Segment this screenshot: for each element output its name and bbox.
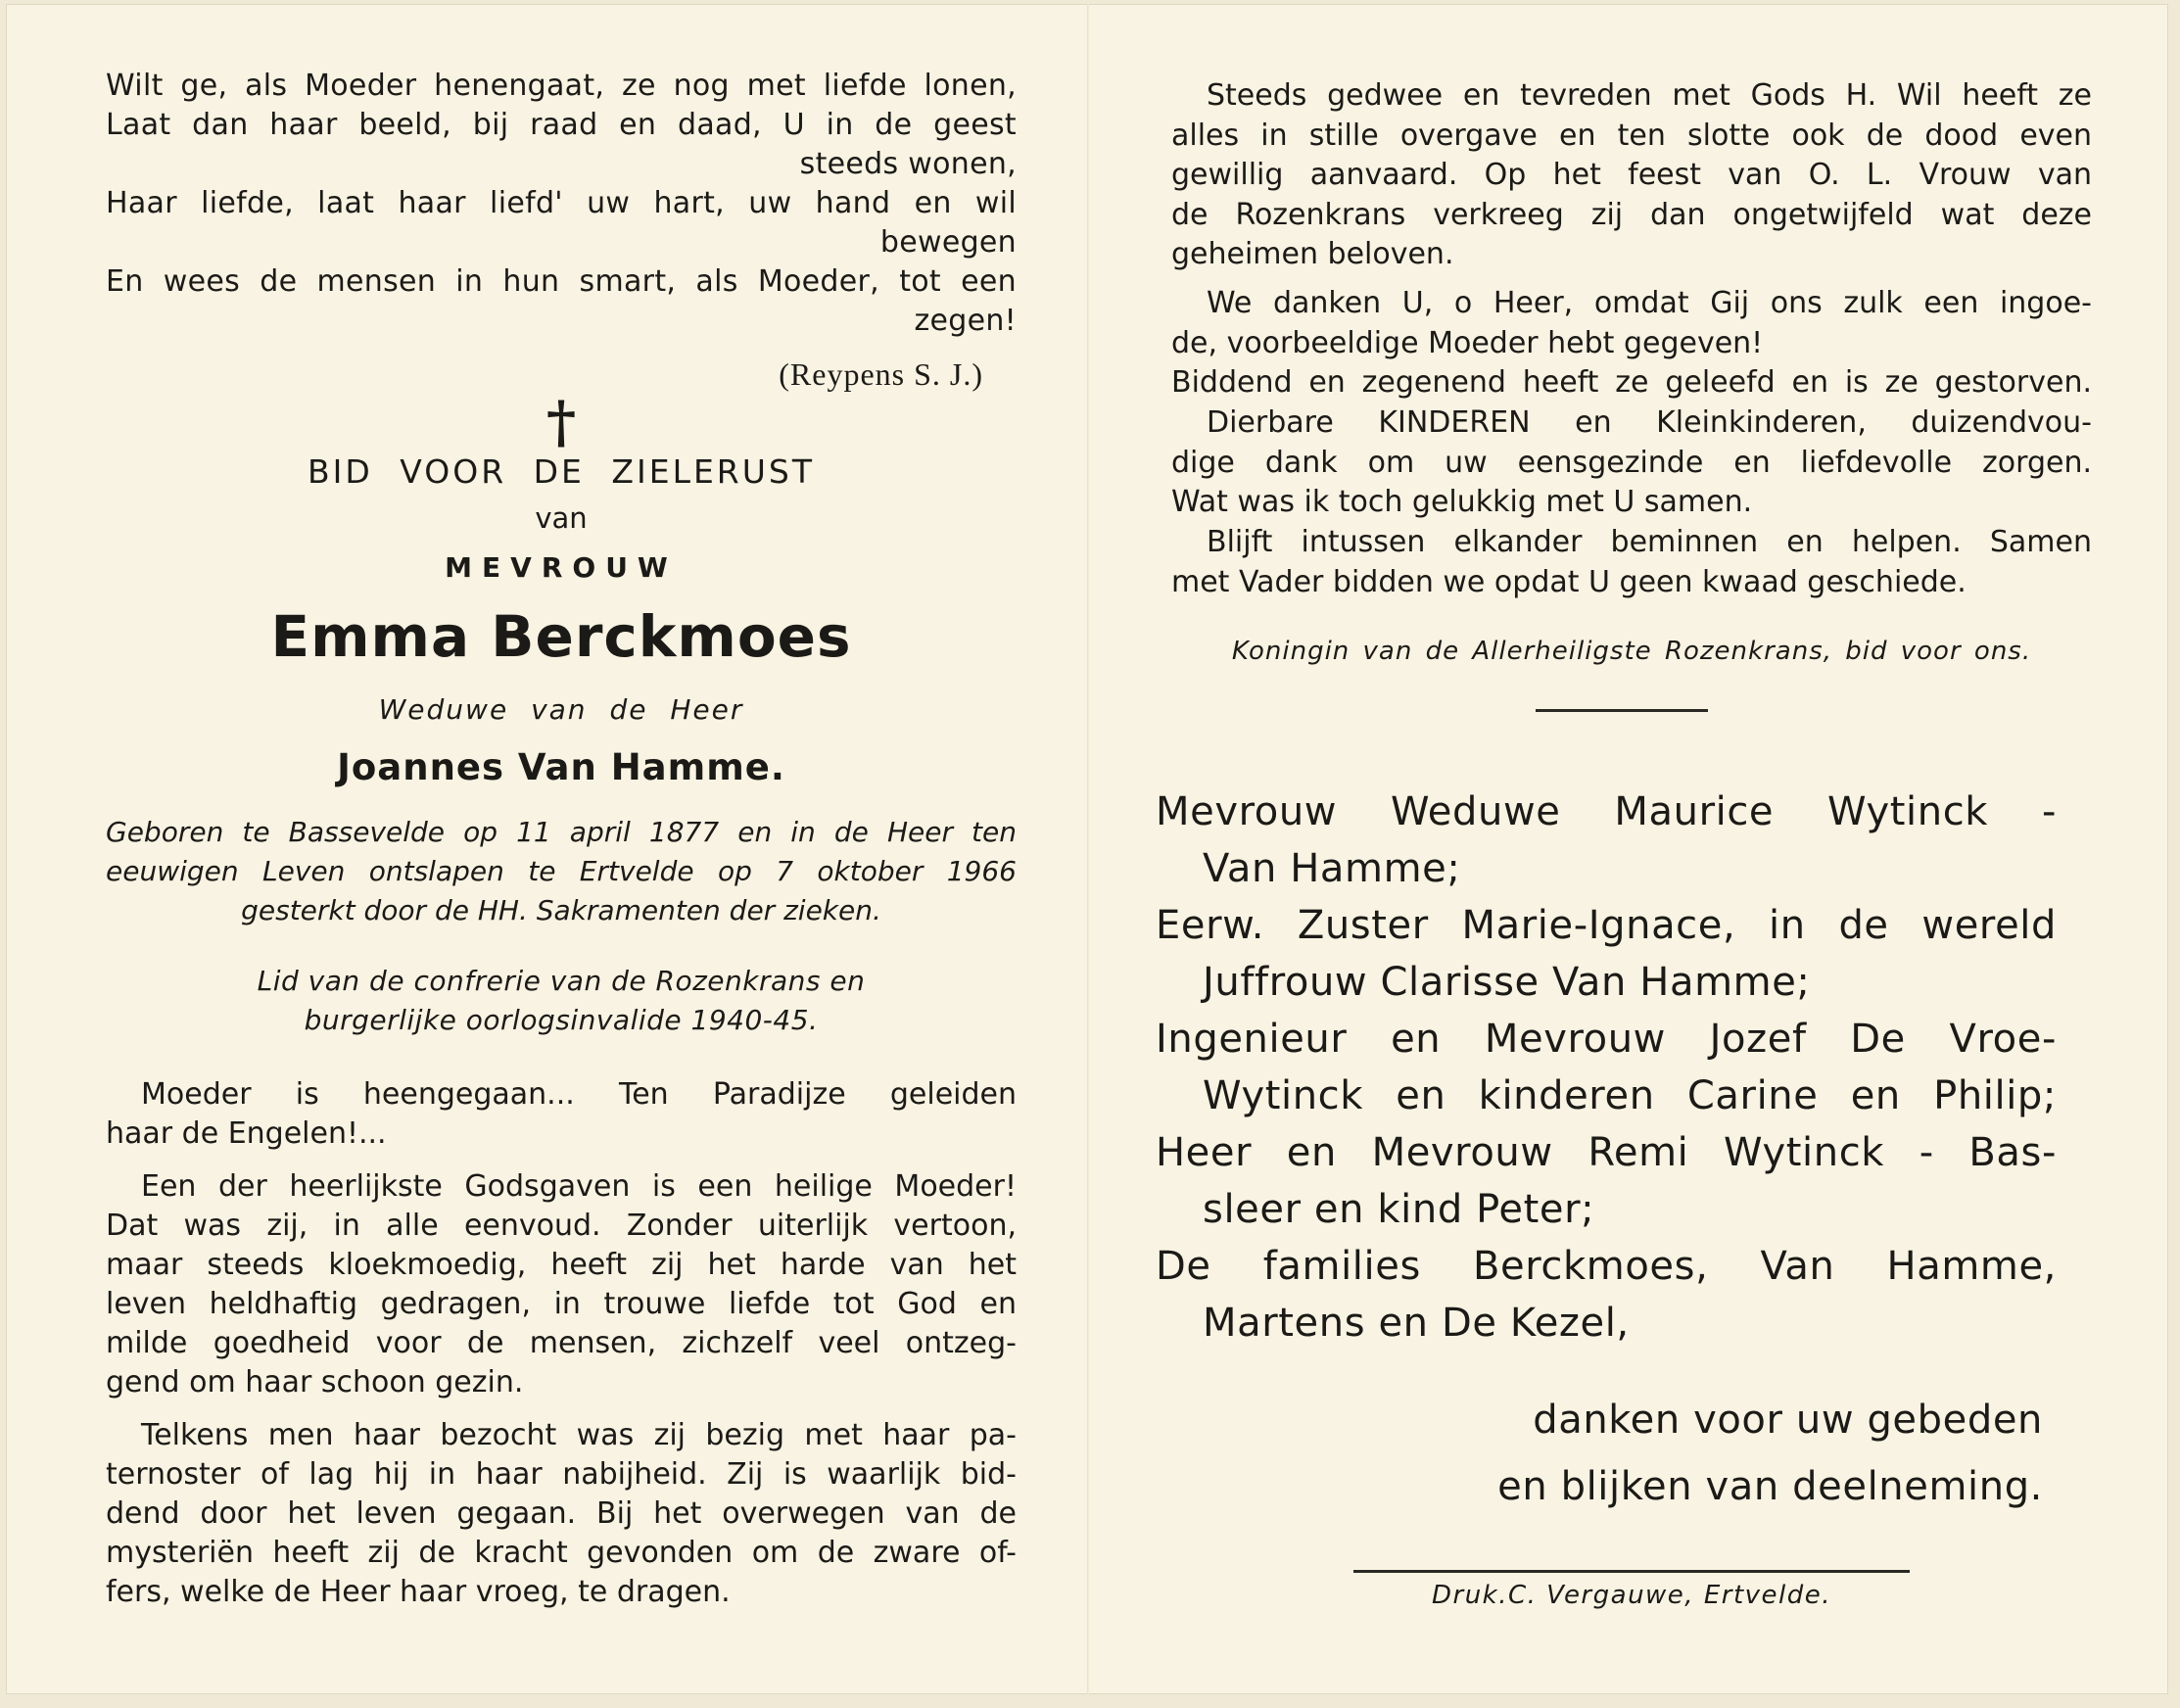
text-line: gend om haar schoon gezin.	[106, 1365, 524, 1400]
family-line: Van Hamme;	[1203, 846, 1461, 891]
prayer-line: Koningin van de Allerheiligste Rozenkrans, bid voor ons.	[1231, 637, 2032, 666]
text-line: Moeder is heengegaan... Ten Paradijze geleiden	[141, 1077, 1017, 1112]
family-line: Ingenieur en Mevrouw Jozef De Vroe-	[1156, 1017, 2057, 1062]
text-line: dige dank om uw eensgezinde en liefdevolle zorgen.	[1171, 445, 2092, 480]
poem-line: zegen!	[914, 304, 1017, 338]
text-line: danken voor uw gebeden	[1533, 1398, 2043, 1443]
family-line: De families Berckmoes, Van Hamme,	[1156, 1244, 2057, 1289]
text-line: gesterkt door de HH. Sakramenten der zieken.	[241, 894, 881, 926]
paragraph-2	[106, 1167, 1017, 1402]
family-line: Heer en Mevrouw Remi Wytinck - Bas-	[1156, 1130, 2057, 1175]
right-paragraph-4	[1171, 523, 2092, 602]
text-line: Telkens men haar bezocht was zij bezig met haar pa-	[141, 1418, 1017, 1452]
text-line: en blijken van deelneming.	[1497, 1464, 2043, 1509]
poem-line: Laat dan haar beeld, bij raad en daad, U in de geest	[106, 108, 1017, 142]
right-paragraph-3	[1171, 403, 2092, 523]
poem-line: Wilt ge, als Moeder henengaat, ze nog met liefde lonen,	[106, 69, 1017, 103]
text-line: Blijft intussen elkander beminnen en helpen. Samen	[1207, 525, 2092, 559]
text-line: Een der heerlijkste Godsgaven is een heilige Moeder!	[141, 1169, 1017, 1204]
paragraph-3	[106, 1416, 1017, 1612]
title-mevrouw: MEVROUW	[445, 551, 678, 584]
paragraph-1	[106, 1075, 1017, 1154]
text-line: milde goedheid voor de mensen, zichzelf veel ontzeg-	[106, 1326, 1017, 1360]
deceased-name: Emma Berckmoes	[270, 603, 852, 670]
divider	[1353, 1570, 1910, 1573]
membership-text	[106, 962, 1017, 1040]
family-line: Wytinck en kinderen Carine en Philip;	[1203, 1073, 2057, 1118]
text-line: burgerlijke oorlogsinvalide 1940-45.	[304, 1004, 819, 1036]
text-line: Dat was zij, in alle eenvoud. Zonder uiterlijk vertoon,	[106, 1209, 1017, 1243]
text-line: ternoster of lag hij in haar nabijheid. Zij is waarlijk bid-	[106, 1457, 1017, 1492]
text-line: leven heldhaftig gedragen, in trouwe liefde tot God en	[106, 1287, 1017, 1321]
text-line: Geboren te Bassevelde op 11 april 1877 en in de Heer ten	[106, 816, 1017, 848]
poem-attribution: (Reypens S. J.)	[779, 356, 983, 392]
text-line: de Rozenkrans verkreeg zij dan ongetwijfeld wat deze	[1171, 197, 2092, 232]
right-paragraph-2	[1171, 284, 2092, 403]
family-list	[1156, 783, 2057, 1352]
text-line: eeuwigen Leven ontslapen te Ertvelde op 7 oktober 1966	[106, 855, 1017, 887]
poem-line: steeds wonen,	[799, 147, 1017, 181]
text-line: Dierbare KINDEREN en Kleinkinderen, duizendvou-	[1207, 405, 2092, 440]
widow-of-line: Weduwe van de Heer	[378, 693, 744, 726]
text-line: We danken U, o Heer, omdat Gij ons zulk een ingoe-	[1207, 286, 2092, 320]
card-fold	[1087, 4, 1089, 1694]
family-line: Eerw. Zuster Marie-Ignace, in de wereld	[1156, 903, 2057, 948]
family-line: Mevrouw Weduwe Maurice Wytinck -	[1156, 789, 2057, 834]
text-line: Wat was ik toch gelukkig met U samen.	[1171, 485, 1753, 519]
poem-line: bewegen	[879, 225, 1017, 260]
text-line: Lid van de confrerie van de Rozenkrans en	[257, 965, 866, 997]
right-paragraph-1	[1171, 76, 2092, 275]
poem-line: En wees de mensen in hun smart, als Moeder, tot een	[106, 264, 1017, 299]
text-line: gewillig aanvaard. Op het feest van O. L. Vrouw van	[1171, 158, 2092, 192]
family-line: sleer en kind Peter;	[1203, 1187, 1595, 1232]
printer-credit: Druk.C. Vergauwe, Ertvelde.	[1431, 1581, 1832, 1610]
divider	[1536, 709, 1708, 712]
text-line: alles in stille overgave en ten slotte ook de dood even	[1171, 118, 2092, 153]
text-line: de, voorbeeldige Moeder hebt gegeven!	[1171, 325, 1764, 360]
husband-name: Joannes Van Hamme.	[337, 746, 785, 788]
text-line: Steeds gedwee en tevreden met Gods H. Wil heeft ze	[1207, 78, 2092, 113]
family-line: Martens en De Kezel,	[1203, 1301, 1630, 1346]
poem	[106, 67, 1017, 341]
van-line: van	[535, 501, 588, 535]
text-line: met Vader bidden we opdat U geen kwaad geschiede.	[1171, 564, 1967, 599]
family-line: Juffrouw Clarisse Van Hamme;	[1203, 960, 1811, 1005]
text-line: haar de Engelen!...	[106, 1116, 387, 1151]
text-line: geheimen beloven.	[1171, 237, 1454, 271]
text-line: fers, welke de Heer haar vroeg, te dragen.	[106, 1575, 731, 1609]
text-line: Biddend en zegenend heeft ze geleefd en is ze gestorven.	[1171, 365, 2092, 400]
text-line: maar steeds kloekmoedig, heeft zij het harde van het	[106, 1248, 1017, 1282]
birth-death-text	[106, 813, 1017, 930]
poem-line: Haar liefde, laat haar liefd' uw hart, uw hand en wil	[106, 186, 1017, 220]
bid-line: BID VOOR DE ZIELERUST	[308, 452, 815, 491]
thanks-text	[1475, 1387, 2043, 1520]
text-line: dend door het leven gegaan. Bij het overwegen van de	[106, 1496, 1017, 1531]
cross-icon: †	[545, 389, 577, 455]
text-line: mysteriën heeft zij de kracht gevonden om de zware of-	[106, 1536, 1017, 1570]
